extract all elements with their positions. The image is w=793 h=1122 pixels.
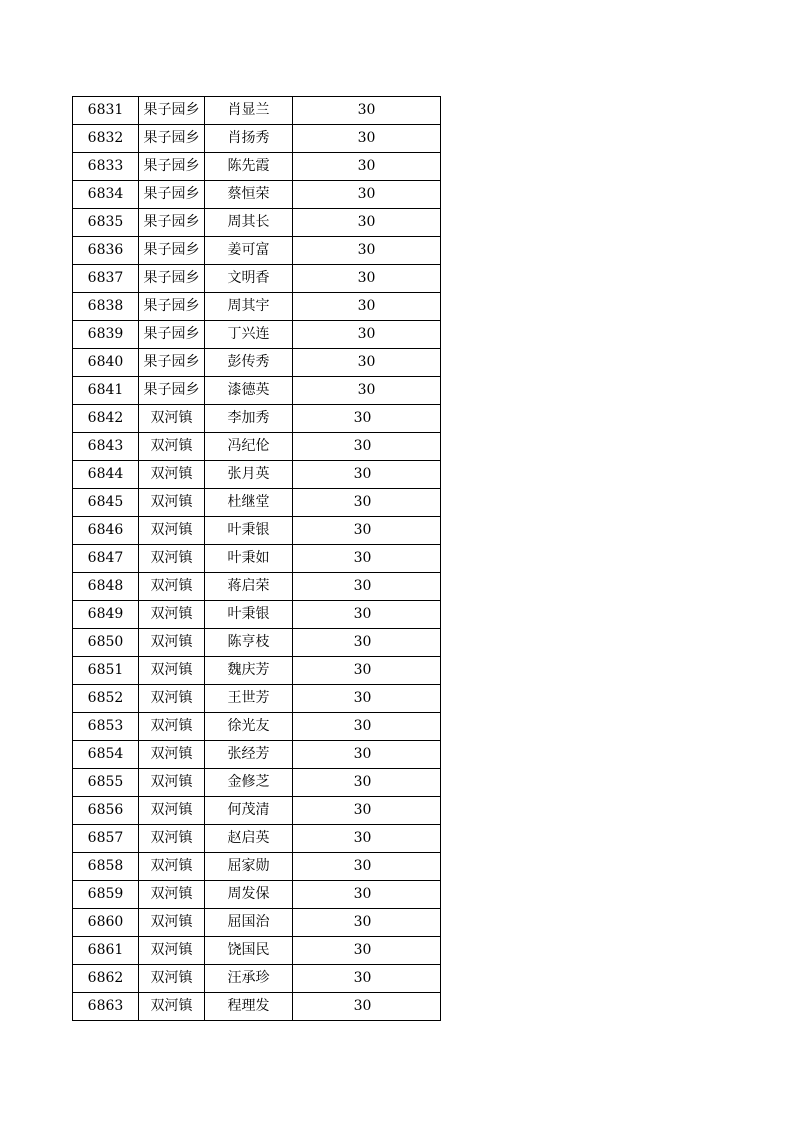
town-cell: 双河镇 — [139, 965, 205, 993]
town-cell: 双河镇 — [139, 433, 205, 461]
row-number-cell: 6846 — [73, 517, 139, 545]
town-cell: 果子园乡 — [139, 349, 205, 377]
table-row — [73, 629, 441, 657]
town-cell: 果子园乡 — [139, 265, 205, 293]
person-name-cell: 饶国民 — [205, 937, 293, 965]
person-name-cell: 周其长 — [205, 209, 293, 237]
person-name-cell: 程理发 — [205, 993, 293, 1021]
table-row — [73, 741, 441, 769]
person-name-cell: 金修芝 — [205, 769, 293, 797]
amount-value: 30 — [353, 690, 372, 706]
row-number-cell: 6834 — [73, 181, 139, 209]
town-cell: 双河镇 — [139, 461, 205, 489]
person-name-cell: 叶秉如 — [205, 545, 293, 573]
table-row — [73, 489, 441, 517]
person-name-cell: 徐光友 — [205, 713, 293, 741]
amount-value: 30 — [353, 522, 372, 538]
town-cell: 双河镇 — [139, 573, 205, 601]
table-row — [73, 937, 441, 965]
town-cell: 双河镇 — [139, 629, 205, 657]
amount-cell — [293, 517, 441, 545]
town-cell: 果子园乡 — [139, 321, 205, 349]
table-row — [73, 461, 441, 489]
row-number-cell: 6857 — [73, 825, 139, 853]
table-row — [73, 825, 441, 853]
town-cell: 果子园乡 — [139, 181, 205, 209]
town-cell: 双河镇 — [139, 853, 205, 881]
amount-value: 30 — [353, 634, 372, 650]
amount-value: 30 — [353, 438, 372, 454]
amount-value: 30 — [357, 158, 376, 174]
amount-cell — [293, 797, 441, 825]
person-name-cell: 张经芳 — [205, 741, 293, 769]
town-cell: 双河镇 — [139, 601, 205, 629]
table-row — [73, 321, 441, 349]
amount-value: 30 — [353, 662, 372, 678]
table-row — [73, 713, 441, 741]
table-row — [73, 685, 441, 713]
amount-value: 30 — [357, 382, 376, 398]
amount-cell — [293, 629, 441, 657]
town-cell: 双河镇 — [139, 545, 205, 573]
table-row — [73, 237, 441, 265]
person-name-cell: 赵启英 — [205, 825, 293, 853]
amount-value: 30 — [353, 494, 372, 510]
data-table — [72, 96, 441, 1021]
person-name-cell: 周发保 — [205, 881, 293, 909]
person-name-cell: 肖扬秀 — [205, 125, 293, 153]
amount-cell — [293, 741, 441, 769]
row-number-cell: 6831 — [73, 97, 139, 125]
amount-value: 30 — [353, 578, 372, 594]
amount-cell — [293, 573, 441, 601]
person-name-cell: 冯纪伦 — [205, 433, 293, 461]
amount-cell — [293, 853, 441, 881]
table-row — [73, 181, 441, 209]
person-name-cell: 漆德英 — [205, 377, 293, 405]
row-number-cell: 6863 — [73, 993, 139, 1021]
person-name-cell: 杜继堂 — [205, 489, 293, 517]
person-name-cell: 文明香 — [205, 265, 293, 293]
amount-value: 30 — [353, 830, 372, 846]
row-number-cell: 6848 — [73, 573, 139, 601]
table-row — [73, 769, 441, 797]
row-number-cell: 6838 — [73, 293, 139, 321]
person-name-cell: 蒋启荣 — [205, 573, 293, 601]
town-cell: 双河镇 — [139, 937, 205, 965]
amount-value: 30 — [353, 802, 372, 818]
person-name-cell: 彭传秀 — [205, 349, 293, 377]
town-cell: 双河镇 — [139, 881, 205, 909]
row-number-cell: 6842 — [73, 405, 139, 433]
amount-value: 30 — [357, 186, 376, 202]
amount-cell — [293, 321, 441, 349]
table-row — [73, 601, 441, 629]
town-cell: 果子园乡 — [139, 237, 205, 265]
amount-value: 30 — [353, 914, 372, 930]
amount-cell — [293, 209, 441, 237]
table-row — [73, 965, 441, 993]
amount-cell — [293, 601, 441, 629]
town-cell: 双河镇 — [139, 909, 205, 937]
town-cell: 双河镇 — [139, 769, 205, 797]
row-number-cell: 6862 — [73, 965, 139, 993]
town-cell: 双河镇 — [139, 741, 205, 769]
person-name-cell: 陈亨枝 — [205, 629, 293, 657]
amount-value: 30 — [357, 326, 376, 342]
row-number-cell: 6853 — [73, 713, 139, 741]
person-name-cell: 李加秀 — [205, 405, 293, 433]
person-name-cell: 陈先霞 — [205, 153, 293, 181]
table-row — [73, 209, 441, 237]
row-number-cell: 6861 — [73, 937, 139, 965]
amount-value: 30 — [357, 102, 376, 118]
row-number-cell: 6840 — [73, 349, 139, 377]
amount-value: 30 — [353, 774, 372, 790]
person-name-cell: 屈国治 — [205, 909, 293, 937]
amount-cell — [293, 405, 441, 433]
town-cell: 双河镇 — [139, 825, 205, 853]
amount-cell — [293, 881, 441, 909]
amount-cell — [293, 769, 441, 797]
amount-cell — [293, 97, 441, 125]
town-cell: 果子园乡 — [139, 153, 205, 181]
amount-cell — [293, 293, 441, 321]
amount-value: 30 — [353, 942, 372, 958]
table-row — [73, 125, 441, 153]
row-number-cell: 6856 — [73, 797, 139, 825]
amount-value: 30 — [353, 970, 372, 986]
person-name-cell: 魏庆芳 — [205, 657, 293, 685]
amount-cell — [293, 265, 441, 293]
amount-value: 30 — [353, 466, 372, 482]
town-cell: 果子园乡 — [139, 377, 205, 405]
person-name-cell: 姜可富 — [205, 237, 293, 265]
amount-cell — [293, 461, 441, 489]
town-cell: 双河镇 — [139, 993, 205, 1021]
person-name-cell: 丁兴连 — [205, 321, 293, 349]
row-number-cell: 6854 — [73, 741, 139, 769]
person-name-cell: 叶秉银 — [205, 601, 293, 629]
amount-value: 30 — [357, 214, 376, 230]
person-name-cell: 王世芳 — [205, 685, 293, 713]
amount-cell — [293, 489, 441, 517]
amount-value: 30 — [353, 718, 372, 734]
table-row — [73, 909, 441, 937]
table-row — [73, 293, 441, 321]
row-number-cell: 6832 — [73, 125, 139, 153]
town-cell: 果子园乡 — [139, 293, 205, 321]
row-number-cell: 6849 — [73, 601, 139, 629]
town-cell: 双河镇 — [139, 797, 205, 825]
amount-value: 30 — [357, 242, 376, 258]
amount-cell — [293, 433, 441, 461]
person-name-cell: 屈家勋 — [205, 853, 293, 881]
row-number-cell: 6860 — [73, 909, 139, 937]
table-row — [73, 349, 441, 377]
table-row — [73, 517, 441, 545]
row-number-cell: 6836 — [73, 237, 139, 265]
town-cell: 双河镇 — [139, 713, 205, 741]
amount-cell — [293, 349, 441, 377]
person-name-cell: 肖显兰 — [205, 97, 293, 125]
amount-cell — [293, 993, 441, 1021]
amount-value: 30 — [357, 270, 376, 286]
row-number-cell: 6841 — [73, 377, 139, 405]
table-row — [73, 853, 441, 881]
amount-cell — [293, 545, 441, 573]
amount-cell — [293, 181, 441, 209]
town-cell: 双河镇 — [139, 685, 205, 713]
town-cell: 果子园乡 — [139, 209, 205, 237]
row-number-cell: 6855 — [73, 769, 139, 797]
table-row — [73, 405, 441, 433]
amount-value: 30 — [353, 746, 372, 762]
table-body — [73, 97, 441, 1021]
person-name-cell: 何茂清 — [205, 797, 293, 825]
table-row — [73, 153, 441, 181]
person-name-cell: 叶秉银 — [205, 517, 293, 545]
amount-cell — [293, 937, 441, 965]
amount-value: 30 — [353, 998, 372, 1014]
row-number-cell: 6833 — [73, 153, 139, 181]
person-name-cell: 张月英 — [205, 461, 293, 489]
town-cell: 双河镇 — [139, 405, 205, 433]
table-row — [73, 97, 441, 125]
row-number-cell: 6843 — [73, 433, 139, 461]
table-row — [73, 881, 441, 909]
town-cell: 双河镇 — [139, 657, 205, 685]
table-row — [73, 573, 441, 601]
amount-cell — [293, 237, 441, 265]
row-number-cell: 6844 — [73, 461, 139, 489]
amount-value: 30 — [353, 550, 372, 566]
row-number-cell: 6851 — [73, 657, 139, 685]
table-row — [73, 797, 441, 825]
row-number-cell: 6839 — [73, 321, 139, 349]
table-row — [73, 545, 441, 573]
row-number-cell: 6847 — [73, 545, 139, 573]
amount-value: 30 — [357, 354, 376, 370]
amount-cell — [293, 153, 441, 181]
amount-cell — [293, 685, 441, 713]
town-cell: 双河镇 — [139, 489, 205, 517]
person-name-cell: 汪承珍 — [205, 965, 293, 993]
amount-value: 30 — [353, 886, 372, 902]
amount-cell — [293, 965, 441, 993]
table-row — [73, 433, 441, 461]
person-name-cell: 蔡恒荣 — [205, 181, 293, 209]
town-cell: 双河镇 — [139, 517, 205, 545]
amount-cell — [293, 713, 441, 741]
table-row — [73, 657, 441, 685]
row-number-cell: 6837 — [73, 265, 139, 293]
town-cell: 果子园乡 — [139, 97, 205, 125]
table-row — [73, 993, 441, 1021]
amount-value: 30 — [353, 410, 372, 426]
table-row — [73, 377, 441, 405]
amount-value: 30 — [353, 606, 372, 622]
amount-cell — [293, 909, 441, 937]
table-row — [73, 265, 441, 293]
amount-cell — [293, 377, 441, 405]
row-number-cell: 6859 — [73, 881, 139, 909]
amount-cell — [293, 125, 441, 153]
row-number-cell: 6835 — [73, 209, 139, 237]
amount-cell — [293, 825, 441, 853]
amount-value: 30 — [353, 858, 372, 874]
person-name-cell: 周其宇 — [205, 293, 293, 321]
row-number-cell: 6852 — [73, 685, 139, 713]
row-number-cell: 6850 — [73, 629, 139, 657]
amount-value: 30 — [357, 130, 376, 146]
row-number-cell: 6858 — [73, 853, 139, 881]
amount-value: 30 — [357, 298, 376, 314]
row-number-cell: 6845 — [73, 489, 139, 517]
town-cell: 果子园乡 — [139, 125, 205, 153]
amount-cell — [293, 657, 441, 685]
